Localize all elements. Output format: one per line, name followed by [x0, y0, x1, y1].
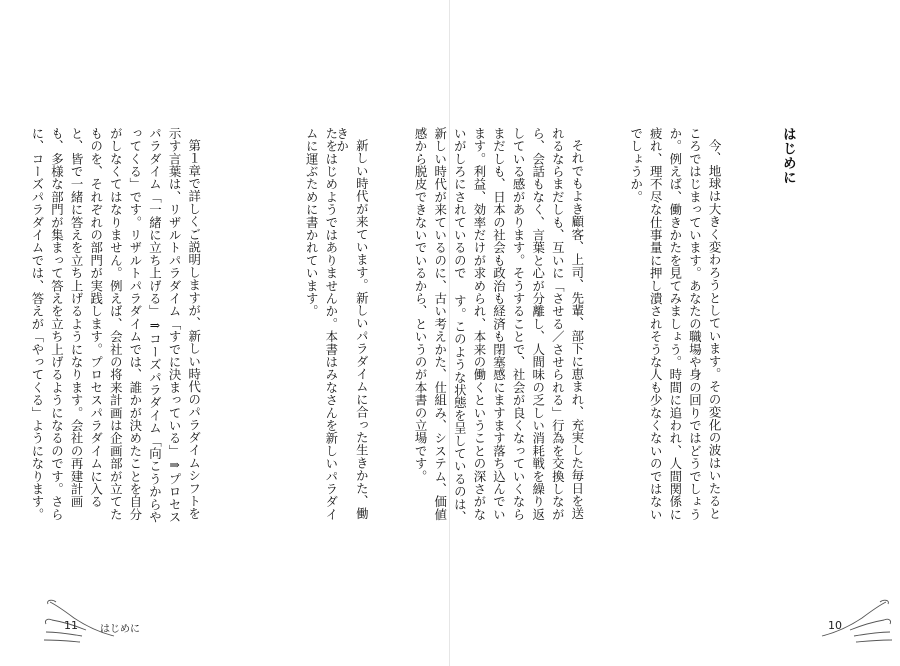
- running-title: はじめに: [100, 624, 140, 635]
- right-page: [334, 0, 900, 666]
- paragraph: 新しい時代が来ています。新しいパラダイムに合った生きかた、働きか: [334, 127, 370, 521]
- page-number: 10: [828, 619, 842, 632]
- paragraph: 今、地球は大きく変わろうとしています。その変化の波はいたるところではじまっています。あなたの職場や身の回りではどうでしょうか。例えば、働きかたを見てみましょう。時間に追われ、人間関係に疲れ、理不尽な仕事量に押し潰されそうな人も少なくないのではないでしょうか。: [628, 127, 723, 521]
- paragraph: たをはじめようではありませんか。本書はみなさんを新しいパラダイムに運ぶために書かれています。: [304, 127, 339, 521]
- left-page-body: [0, 127, 380, 527]
- paragraph: 第１章で詳しくご説明しますが、新しい時代のパラダイムシフトを示す言葉は、リザルトパラダイム「すでに決まっている」⇒プロセスパラダイム「一緒に立ち上げる」⇒コーズパラダイム「向こうからやってくる」です。リザルトパラダイムでは、誰かが決めたことを自分がしなくてはなりません。例えば、会社の将来計画は企画部が立てたものを、それぞれの部門が実践します。プロセスパラダイムに入ると、皆で一緒に答えを立ち上げるようになります。会社の再建計画も、多様な部門が集まって答えを立ち上げるようになるのです。さらに、コーズパラダイムでは、答えが「やってくる」ようになります。: [29, 127, 202, 524]
- page-heading: はじめに: [779, 127, 796, 185]
- page-number: 11: [64, 619, 78, 632]
- paragraph: それでもよき顧客、上司、先輩、部下に恵まれ、充実した毎日を送れるならまだしも、互いに「させる／させられる」行為を交換しながら、会話もなく、言葉と心が分離し、人間味の乏しい消耗戦を繰り返している感があります。そうすることで、社会が良くなっていくならまだしも、日本の社会も政治も経済も閉塞感にますます落ち込んでいます。利益、効率だけが求められ、本来の働くということの深さがないがしろにされているので す。このような状態を呈しているのは、新しい時代が来ているのに、古い考えかた、仕組み、システム、価値感から脱皮できないでいるから、というのが本書の立場です。: [413, 127, 585, 524]
